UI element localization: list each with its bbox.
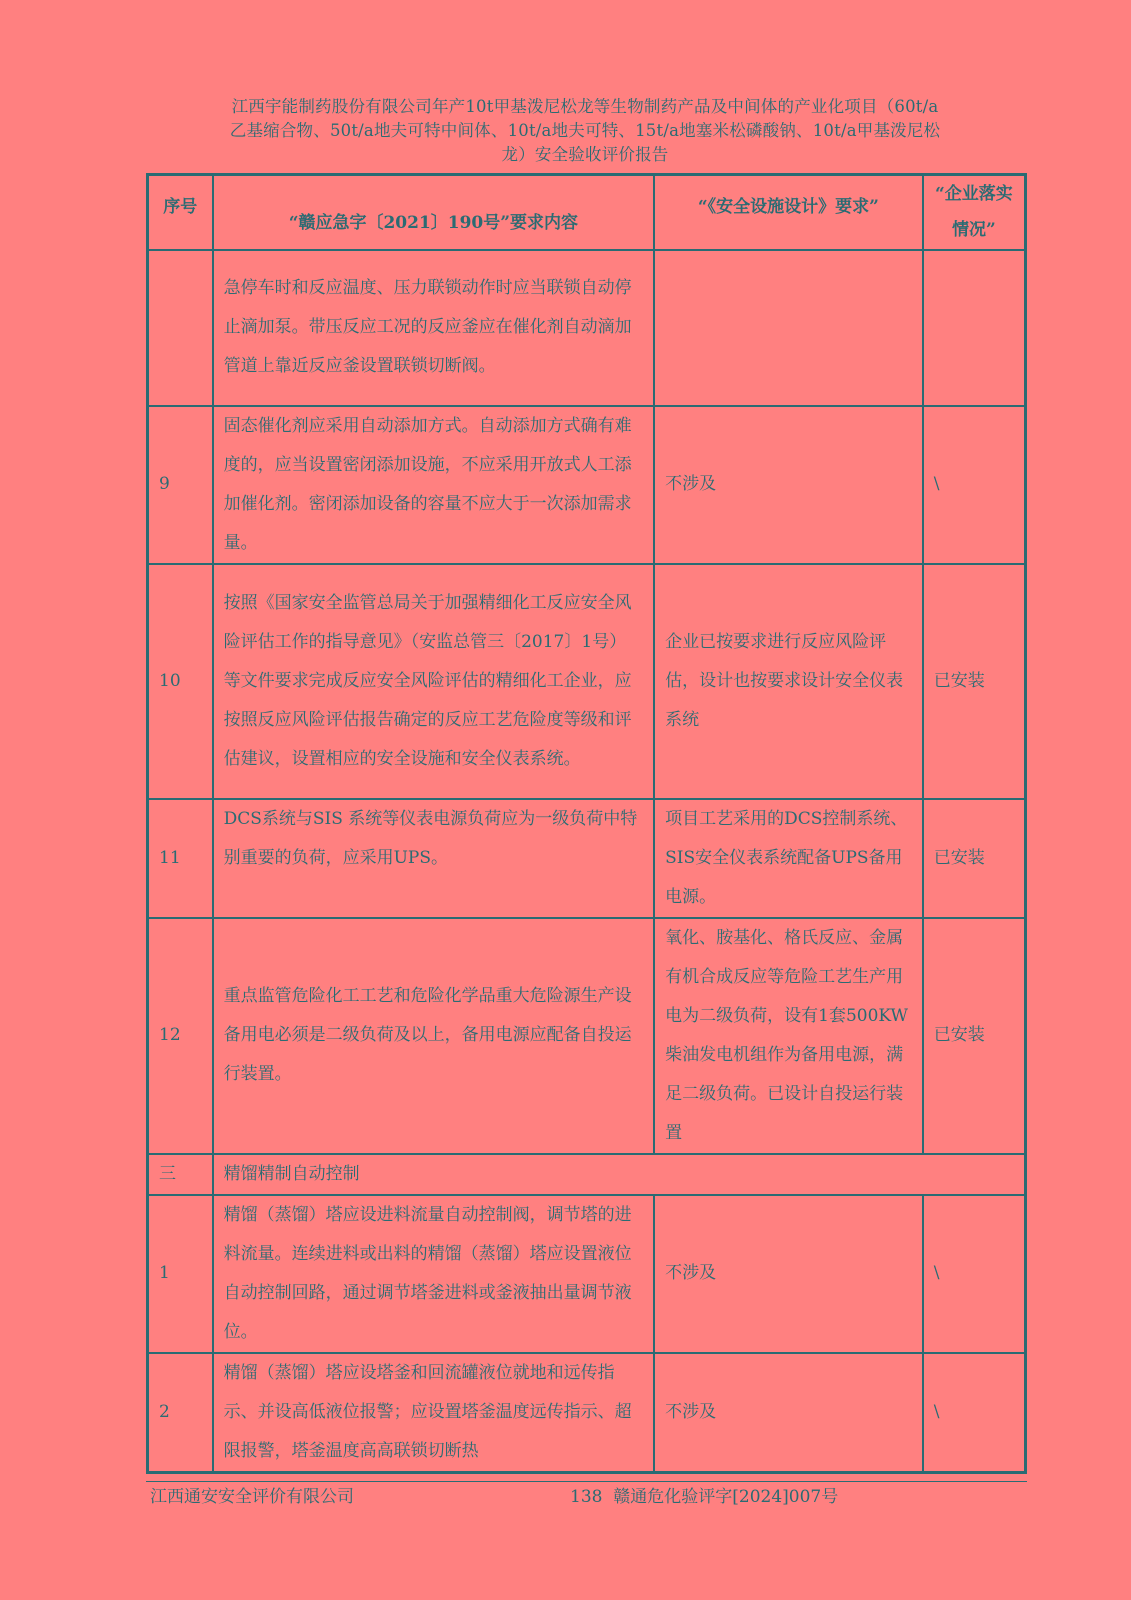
table-row <box>148 1353 1026 1473</box>
row-design: 不涉及 <box>654 1353 923 1473</box>
row-index: 2 <box>148 1353 213 1473</box>
row-requirement: 按照《国家安全监管总局关于加强精细化工反应安全风险评估工作的指导意见》（安监总管三〔2017〕1号）等文件要求完成反应安全风险评估的精细化工企业，应按照反应风险评估报告确定的反应工艺危险度等级和评估建议，设置相应的安全设施和安全仪表系统。 <box>213 564 655 799</box>
header-requirement: “赣应急字〔2021〕190号”要求内容 <box>213 175 655 250</box>
header-design: “《安全设施设计》要求” <box>654 175 923 250</box>
header-status: “企业落实情况” <box>923 175 1026 250</box>
row-index: 9 <box>148 406 213 564</box>
row-index: 11 <box>148 799 213 918</box>
table-row <box>148 1195 1026 1353</box>
row-status: 已安装 <box>923 918 1026 1154</box>
row-requirement: 固态催化剂应采用自动添加方式。自动添加方式确有难度的，应当设置密闭添加设施，不应采用开放式人工添加催化剂。密闭添加设备的容量不应大于一次添加需求量。 <box>213 406 655 564</box>
row-status: 已安装 <box>923 564 1026 799</box>
row-status: \ <box>923 1195 1026 1353</box>
row-requirement: DCS系统与SIS 系统等仪表电源负荷应为一级负荷中特别重要的负荷，应采用UPS。 <box>213 799 655 918</box>
row-design: 企业已按要求进行反应风险评估，设计也按要求设计安全仪表系统 <box>654 564 923 799</box>
row-design: 氧化、胺基化、格氏反应、金属有机合成反应等危险工艺生产用电为二级负荷，设有1套500KW柴油发电机组作为备用电源，满足二级负荷。已设计自投运行装置 <box>654 918 923 1154</box>
row-design: 项目工艺采用的DCS控制系统、SIS安全仪表系统配备UPS备用电源。 <box>654 799 923 918</box>
table-row <box>148 406 1026 564</box>
row-index: 1 <box>148 1195 213 1353</box>
header-index: 序号 <box>148 175 213 250</box>
title-line-1: 江西宇能制药股份有限公司年产10t甲基泼尼松龙等生物制药产品及中间体的产业化项目（60t/a <box>231 97 939 116</box>
table-row <box>148 799 1026 918</box>
title-line-3: 龙）安全验收评价报告 <box>501 145 669 164</box>
row-index: 12 <box>148 918 213 1154</box>
row-requirement: 重点监管危险化工工艺和危险化学品重大危险源生产设备用电必须是二级负荷及以上，备用电源应配备自投运行装置。 <box>213 918 655 1154</box>
page-number: 138 <box>570 1487 603 1507</box>
footer-company: 江西通安安全评价有限公司 <box>150 1487 354 1507</box>
row-index <box>148 250 213 406</box>
row-status <box>923 250 1026 406</box>
row-design: 不涉及 <box>654 406 923 564</box>
row-status: \ <box>923 1353 1026 1473</box>
requirements-table <box>146 173 1027 1474</box>
table-row <box>148 250 1026 406</box>
section-title: 精馏精制自动控制 <box>213 1154 1026 1195</box>
section-row <box>148 1154 1026 1195</box>
section-index: 三 <box>148 1154 213 1195</box>
row-status: \ <box>923 406 1026 564</box>
report-title <box>150 95 1020 167</box>
table-row <box>148 918 1026 1154</box>
row-design <box>654 250 923 406</box>
row-requirement: 精馏（蒸馏）塔应设塔釜和回流罐液位就地和远传指示、并设高低液位报警；应设置塔釜温度远传指示、超限报警，塔釜温度高高联锁切断热 <box>213 1353 655 1473</box>
table-row <box>148 564 1026 799</box>
row-requirement: 急停车时和反应温度、压力联锁动作时应当联锁自动停止滴加泵。带压反应工况的反应釜应在催化剂自动滴加管道上靠近反应釜设置联锁切断阀。 <box>213 250 655 406</box>
footer-page-info <box>570 1482 838 1507</box>
row-index: 10 <box>148 564 213 799</box>
row-requirement: 精馏（蒸馏）塔应设进料流量自动控制阀，调节塔的进料流量。连续进料或出料的精馏（蒸馏）塔应设置液位自动控制回路，通过调节塔釜进料或釜液抽出量调节液位。 <box>213 1195 655 1353</box>
row-design: 不涉及 <box>654 1195 923 1353</box>
row-status: 已安装 <box>923 799 1026 918</box>
title-line-2: 乙基缩合物、50t/a地夫可特中间体、10t/a地夫可特、15t/a地塞米松磷酸钠、10t/a甲基泼尼松 <box>229 121 941 140</box>
table-header-row <box>148 175 1026 250</box>
doc-number: 赣通危化验评字[2024]007号 <box>613 1487 839 1507</box>
